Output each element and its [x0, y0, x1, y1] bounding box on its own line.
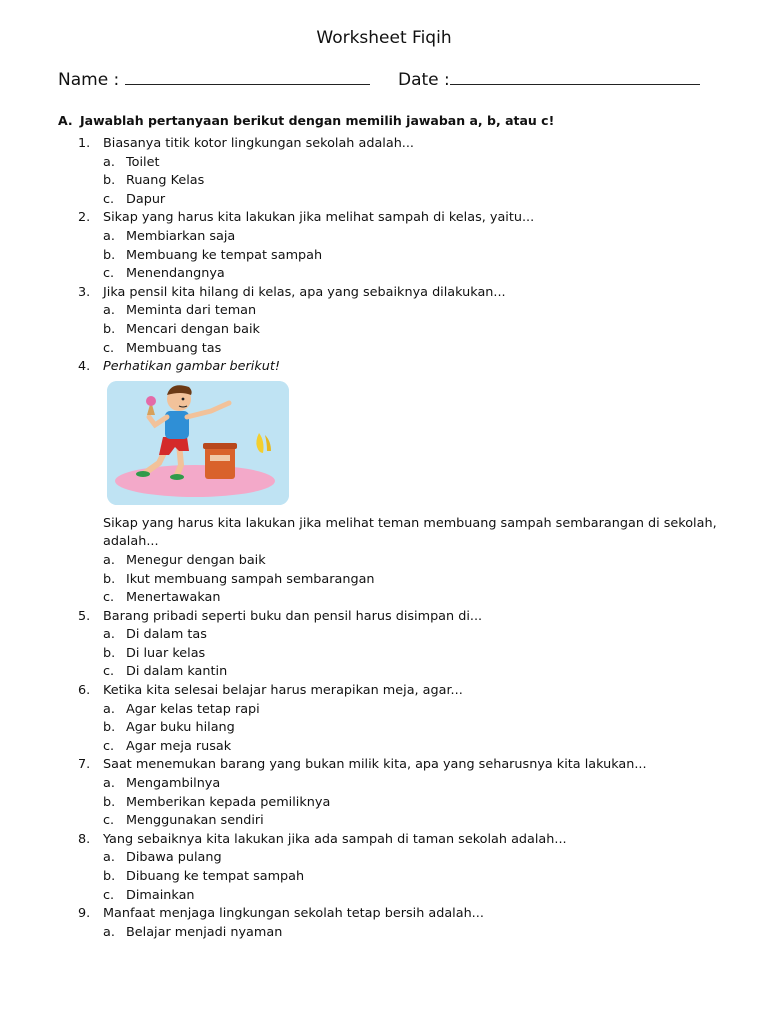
question-8 — [0, 831, 768, 850]
answer-option[interactable] — [0, 571, 768, 590]
option-letter: c. — [103, 191, 115, 207]
option-letter: c. — [103, 664, 115, 680]
question-9 — [0, 905, 768, 924]
option-letter: a. — [103, 228, 115, 244]
worksheet-title: Worksheet Fiqih — [316, 28, 452, 48]
option-text: Dibuang ke tempat sampah — [126, 869, 305, 884]
answer-option[interactable] — [0, 191, 768, 210]
question-text: Jika pensil kita hilang di kelas, apa yang sebaiknya dilakukan... — [103, 284, 506, 300]
date-label: Date : — [398, 70, 450, 90]
option-text: Dapur — [126, 191, 166, 207]
answer-option[interactable] — [0, 663, 768, 682]
answer-option[interactable] — [0, 868, 768, 887]
option-text: Menertawakan — [126, 590, 221, 606]
option-text: Agar kelas tetap rapi — [126, 701, 260, 717]
question-followup-text: Sikap yang harus kita lakukan jika melihat teman membuang sampah sembarangan di sekolah, adalah... — [103, 515, 717, 550]
option-text: Agar meja rusak — [126, 738, 232, 754]
question-number: 9. — [78, 906, 91, 922]
option-letter: b. — [103, 247, 116, 263]
answer-option[interactable] — [0, 340, 768, 359]
option-letter: a. — [103, 552, 115, 568]
option-letter: b. — [103, 645, 116, 661]
option-letter: c. — [103, 590, 115, 606]
option-text: Di dalam tas — [126, 627, 207, 643]
question-text: Barang pribadi seperti buku dan pensil harus disimpan di... — [103, 608, 483, 624]
option-text: Toilet — [126, 154, 160, 170]
option-letter: b. — [103, 869, 116, 884]
name-field[interactable] — [58, 70, 370, 90]
name-label: Name : — [58, 70, 120, 90]
answer-option[interactable] — [0, 645, 768, 664]
question-text: Yang sebaiknya kita lakukan jika ada sampah di taman sekolah adalah... — [103, 831, 567, 847]
option-letter: c. — [103, 738, 115, 754]
option-text: Membuang tas — [126, 340, 222, 356]
question-number: 8. — [78, 831, 91, 847]
illustration-image — [107, 381, 289, 505]
option-text: Dimainkan — [126, 887, 195, 903]
option-letter: a. — [103, 924, 115, 940]
section-a-heading — [58, 113, 554, 128]
option-text: Ruang Kelas — [126, 173, 205, 189]
option-letter: c. — [103, 340, 115, 356]
option-text: Di dalam kantin — [126, 664, 228, 680]
option-letter: c. — [103, 813, 115, 829]
option-text: Belajar menjadi nyaman — [126, 924, 283, 940]
answer-option[interactable] — [0, 738, 768, 757]
answer-option[interactable] — [0, 589, 768, 608]
option-text: Membuang ke tempat sampah — [126, 247, 323, 263]
option-text: Membiarkan saja — [126, 228, 236, 244]
option-text: Ikut membuang sampah sembarangan — [126, 571, 375, 587]
answer-option[interactable] — [0, 701, 768, 720]
question-text: Sikap yang harus kita lakukan jika melihat sampah di kelas, yaitu... — [103, 210, 535, 226]
answer-option[interactable] — [0, 154, 768, 173]
option-letter: c. — [103, 887, 115, 903]
option-letter: b. — [103, 794, 116, 810]
option-letter: a. — [103, 776, 115, 792]
option-text: Dibawa pulang — [126, 850, 222, 866]
option-text: Memberikan kepada pemiliknya — [126, 794, 331, 810]
option-letter: a. — [103, 627, 115, 643]
date-blank-line[interactable] — [450, 70, 700, 85]
option-text: Mengambilnya — [126, 776, 221, 792]
question-text: Perhatikan gambar berikut! — [103, 359, 281, 375]
question-5 — [0, 608, 768, 627]
answer-option[interactable] — [0, 265, 768, 284]
option-text: Agar buku hilang — [126, 720, 235, 736]
answer-option[interactable] — [0, 552, 768, 571]
answer-option[interactable] — [0, 172, 768, 191]
option-text: Menegur dengan baik — [126, 552, 266, 568]
question-list — [0, 135, 768, 942]
answer-option[interactable] — [0, 887, 768, 906]
option-text: Mencari dengan baik — [126, 321, 260, 337]
question-text: Biasanya titik kotor lingkungan sekolah adalah... — [103, 136, 415, 151]
question-number: 4. — [78, 359, 91, 375]
question-2 — [0, 209, 768, 228]
section-letter: A. — [58, 113, 73, 128]
answer-option[interactable] — [0, 247, 768, 266]
question-7 — [0, 756, 768, 775]
answer-option[interactable] — [0, 794, 768, 813]
option-letter: a. — [103, 701, 115, 717]
question-number: 6. — [78, 683, 91, 699]
question-1 — [0, 135, 768, 154]
option-letter: c. — [103, 266, 115, 282]
question-text: Saat menemukan barang yang bukan milik kita, apa yang seharusnya kita lakukan... — [103, 757, 647, 773]
option-text: Di luar kelas — [126, 645, 206, 661]
date-field[interactable] — [398, 70, 700, 90]
option-letter: b. — [103, 720, 116, 736]
question-4 — [0, 358, 768, 377]
boy-littering-illustration — [107, 381, 289, 505]
question-number: 5. — [78, 608, 91, 624]
answer-option[interactable] — [0, 321, 768, 340]
option-letter: a. — [103, 303, 115, 319]
question-number: 7. — [78, 757, 91, 773]
option-text: Meminta dari teman — [126, 303, 257, 319]
question-6 — [0, 682, 768, 701]
option-letter: a. — [103, 850, 115, 866]
option-letter: b. — [103, 571, 116, 587]
name-blank-line[interactable] — [125, 70, 370, 85]
answer-option[interactable] — [0, 812, 768, 831]
option-text: Menggunakan sendiri — [126, 813, 264, 829]
answer-option[interactable] — [0, 228, 768, 247]
option-letter: a. — [103, 154, 115, 170]
answer-option[interactable] — [0, 719, 768, 738]
option-text: Menendangnya — [126, 266, 225, 282]
question-3 — [0, 284, 768, 303]
option-letter: b. — [103, 173, 116, 189]
option-letter: b. — [103, 321, 116, 337]
question-number: 3. — [78, 284, 91, 300]
answer-option[interactable] — [0, 626, 768, 645]
answer-option[interactable] — [0, 849, 768, 868]
question-text: Manfaat menjaga lingkungan sekolah tetap bersih adalah... — [103, 906, 484, 922]
question-number: 1. — [78, 136, 91, 151]
answer-option[interactable] — [0, 924, 768, 943]
question-text: Ketika kita selesai belajar harus merapikan meja, agar... — [103, 683, 463, 699]
answer-option[interactable] — [0, 302, 768, 321]
answer-option[interactable] — [0, 775, 768, 794]
section-instruction: Jawablah pertanyaan berikut dengan memilih jawaban a, b, atau c! — [80, 113, 555, 128]
question-number: 2. — [78, 210, 91, 226]
